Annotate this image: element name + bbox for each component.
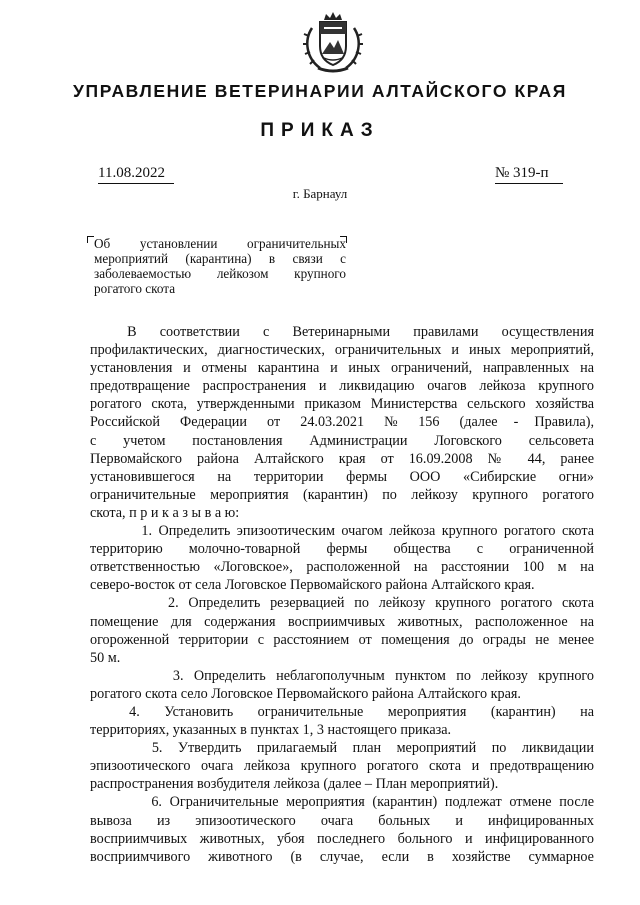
body-line: вывоза из эпизоотического очага больных и инфицированных xyxy=(90,812,594,829)
body-line: огороженной территории с расстоянием от помещения до ограды не менее xyxy=(90,631,594,648)
body-line: 3. Определить неблагополучным пунктом по лейкозу крупного xyxy=(90,667,594,684)
body-line: установления и отмены карантина и иных ограничений, направленных на xyxy=(90,360,594,377)
subject-line: Об установлении ограничительных xyxy=(94,236,346,251)
body-line: 1. Определить эпизоотическим очагом лейкоза крупного рогатого скота xyxy=(90,523,594,540)
document-body xyxy=(90,323,594,866)
body-line: 4. Установить ограничительные мероприятия (карантин) на xyxy=(90,703,594,720)
body-line: с учетом постановления Администрации Логовского сельсовета xyxy=(90,432,594,449)
body-line: Первомайского района Алтайского края от 16.09.2008 № 44, ранее xyxy=(90,450,594,467)
body-line: рогатого скота, утвержденными приказом Министерства сельского хозяйства xyxy=(90,396,594,413)
body-line: территорию молочно-товарной фермы общества с ограниченной xyxy=(90,541,594,558)
document-number: № 319-п xyxy=(495,165,563,184)
body-line: профилактических, диагностических, ограничительных и иных мероприятий, xyxy=(90,342,594,359)
body-line: скота, п р и к а з ы в а ю: xyxy=(90,504,240,521)
body-line: Российской Федерации от 24.03.2021 № 156 (далее - Правила), xyxy=(90,414,594,431)
document-date: 11.08.2022 xyxy=(98,165,174,184)
coat-of-arms-emblem xyxy=(300,10,366,76)
body-line: 5. Утвердить прилагаемый план мероприятий по ликвидации xyxy=(90,740,594,757)
body-line: восприимчивого животного (в случае, если в хозяйстве суммарное xyxy=(90,848,594,865)
document-city: г. Барнаул xyxy=(292,186,348,201)
body-line: северо-восток от села Логовское Первомайского района Алтайского края. xyxy=(90,577,535,594)
subject-line: заболеваемостью лейкозом крупного xyxy=(94,266,346,281)
body-line: территориях, указанных в пунктах 1, 3 настоящего приказа. xyxy=(90,722,452,739)
body-line: В соответствии с Ветеринарными правилами осуществления xyxy=(90,324,594,340)
document-type-title: ПРИКАЗ xyxy=(260,120,380,141)
body-line: восприимчивых животных, убоя последнего больного и инфицированного xyxy=(90,830,594,847)
body-line: установившегося на территории фермы ООО «Сибирские огни» xyxy=(90,468,594,485)
body-line: помещение для содержания восприимчивых животных, расположенное на xyxy=(90,613,594,630)
body-line: эпизоотического очага лейкоза крупного рогатого скота и предотвращению xyxy=(90,758,594,775)
body-line: ответственностью «Логовское», расположенной на расстоянии 100 м на xyxy=(90,559,594,576)
agency-name: УПРАВЛЕНИЕ ВЕТЕРИНАРИИ АЛТАЙСКОГО КРАЯ xyxy=(73,81,567,101)
body-line: ограничительные мероприятия (карантин) по лейкозу крупного рогатого xyxy=(90,486,594,503)
body-line: 6. Ограничительные мероприятия (карантин) подлежат отмене после xyxy=(90,794,594,811)
subject-line: рогатого скота xyxy=(94,281,176,296)
body-line: распространения возбудителя лейкоза (далее – План мероприятий). xyxy=(90,776,499,793)
subject-bracket-left xyxy=(87,236,94,243)
body-line: рогатого скота село Логовское Первомайского района Алтайского края. xyxy=(90,685,521,702)
body-line: предотвращение распространения и ликвидацию очагов лейкоза крупного xyxy=(90,378,594,395)
body-line: 50 м. xyxy=(90,649,121,666)
document-subject xyxy=(94,236,346,296)
body-line: 2. Определить резервацией по лейкозу крупного рогатого скота xyxy=(90,595,594,612)
subject-line: мероприятий (карантина) в связи с xyxy=(94,251,346,266)
